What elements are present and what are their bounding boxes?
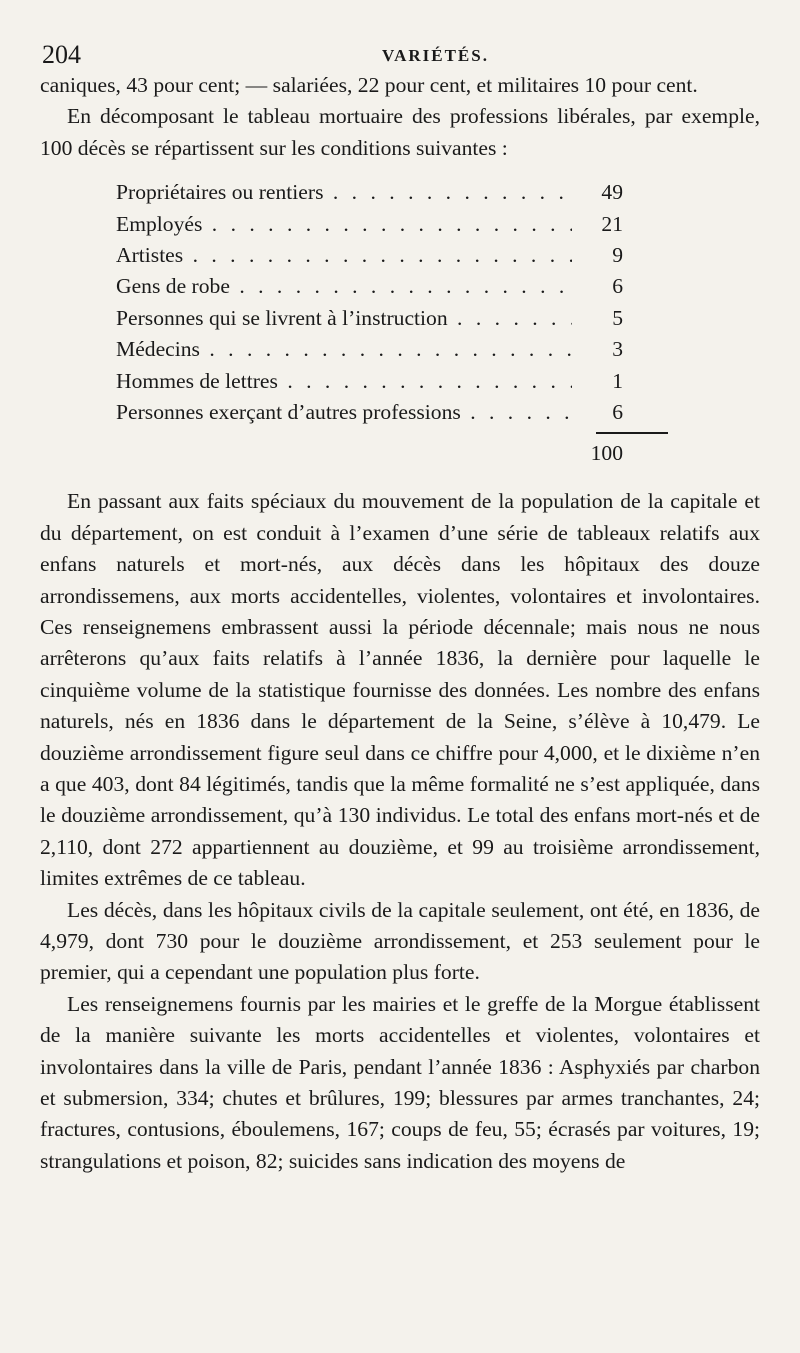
row-label: Hommes de lettres . . .	[116, 366, 572, 397]
paragraph-population: En passant aux faits spéciaux du mouvement de la population de la capitale et du département, on est conduit à l’examen d’une série de tableaux relatifs aux enfans naturels et mort-nés, aux décès dans les hôpitaux des douze arrondissemens, aux morts accidentelles, violentes, volontaires et involontaires. Ces renseignemens embrassent aussi la période décennale; mais nous ne nous arrêterons qu’aux faits relatifs à l’année 1836, la dernière pour laquelle le cinquième volume de la statistique fournisse des données. Les nombre des enfans naturels, nés en 1836 dans le département de la Seine, s’élève à 10,479. Le douzième arrondissement figure seul dans ce chiffre pour 4,000, et le dixième n’en a que 403, dont 84 légitimés, tandis que la même formalité ne s’est appliquée, dans le douzième arrondissement, qu’à 130 individus. Le total des enfans mort-nés et de 2,110, dont 272 appartiennent au douzième, et 99 au troisième arrondissement, limites extrêmes de ce tableau.	[40, 489, 760, 891]
row-value: 1	[612, 368, 623, 393]
row-label: Artistes . . .	[116, 240, 572, 271]
table-total	[40, 438, 760, 472]
row-value: 5	[612, 305, 623, 330]
table-row	[40, 334, 760, 365]
paragraph-professions-intro: En décomposant le tableau mortuaire des professions libérales, par exemple, 100 décès se répartissent sur les conditions suivantes :	[40, 104, 760, 160]
row-value: 3	[612, 337, 623, 362]
total-value: 100	[590, 441, 623, 466]
paragraph-accidents: Les renseignemens fournis par les mairies et le greffe de la Morgue établissent de la manière suivante les morts accidentelles et violentes, volontaires et involontaires dans la ville de Paris, pendant l’année 1836 : Asphyxiés par charbon et submersion, 334; chutes et brûlures, 199; blessures par armes tranchantes, 24; fractures, contusions, éboulemens, 167; coups de feu, 55; écrasés par voitures, 19; strangulations et poison, 82; suicides sans indication des moyens de	[40, 991, 760, 1173]
row-label: Propriétaires ou rentiers . . .	[116, 177, 572, 208]
row-value: 9	[612, 243, 623, 267]
row-value: 21	[601, 211, 623, 236]
running-title: VARIÉTÉS.	[382, 46, 489, 65]
table-row	[40, 177, 760, 208]
professions-table	[40, 177, 760, 472]
table-row	[40, 271, 760, 302]
row-value: 49	[601, 180, 623, 205]
page-number: 204	[42, 40, 81, 69]
row-value: 6	[612, 274, 623, 299]
row-label: Personnes exerçant d’autres professions . . .	[116, 397, 572, 428]
table-row	[40, 397, 760, 428]
row-label: Personnes qui se livrent à l’instruction . . .	[116, 303, 572, 334]
row-value: 6	[612, 399, 623, 424]
row-label: Gens de robe . . .	[116, 271, 572, 302]
table-row	[40, 240, 760, 271]
table-row	[40, 366, 760, 397]
paragraph-continuation: caniques, 43 pour cent; — salariées, 22 pour cent, et militaires 10 pour cent.	[40, 73, 698, 97]
paragraph-hospitals: Les décès, dans les hôpitaux civils de la capitale seulement, ont été, en 1836, de 4,979, dont 730 pour le douzième arrondissement, et 253 seulement pour le premier, qui a cependant une population plus forte.	[40, 897, 760, 985]
table-row	[40, 209, 760, 240]
sum-rule	[40, 428, 760, 438]
table-row	[40, 303, 760, 334]
page-header	[40, 40, 760, 70]
row-label: Médecins . . .	[116, 334, 572, 365]
row-label: Employés . . .	[116, 209, 572, 240]
